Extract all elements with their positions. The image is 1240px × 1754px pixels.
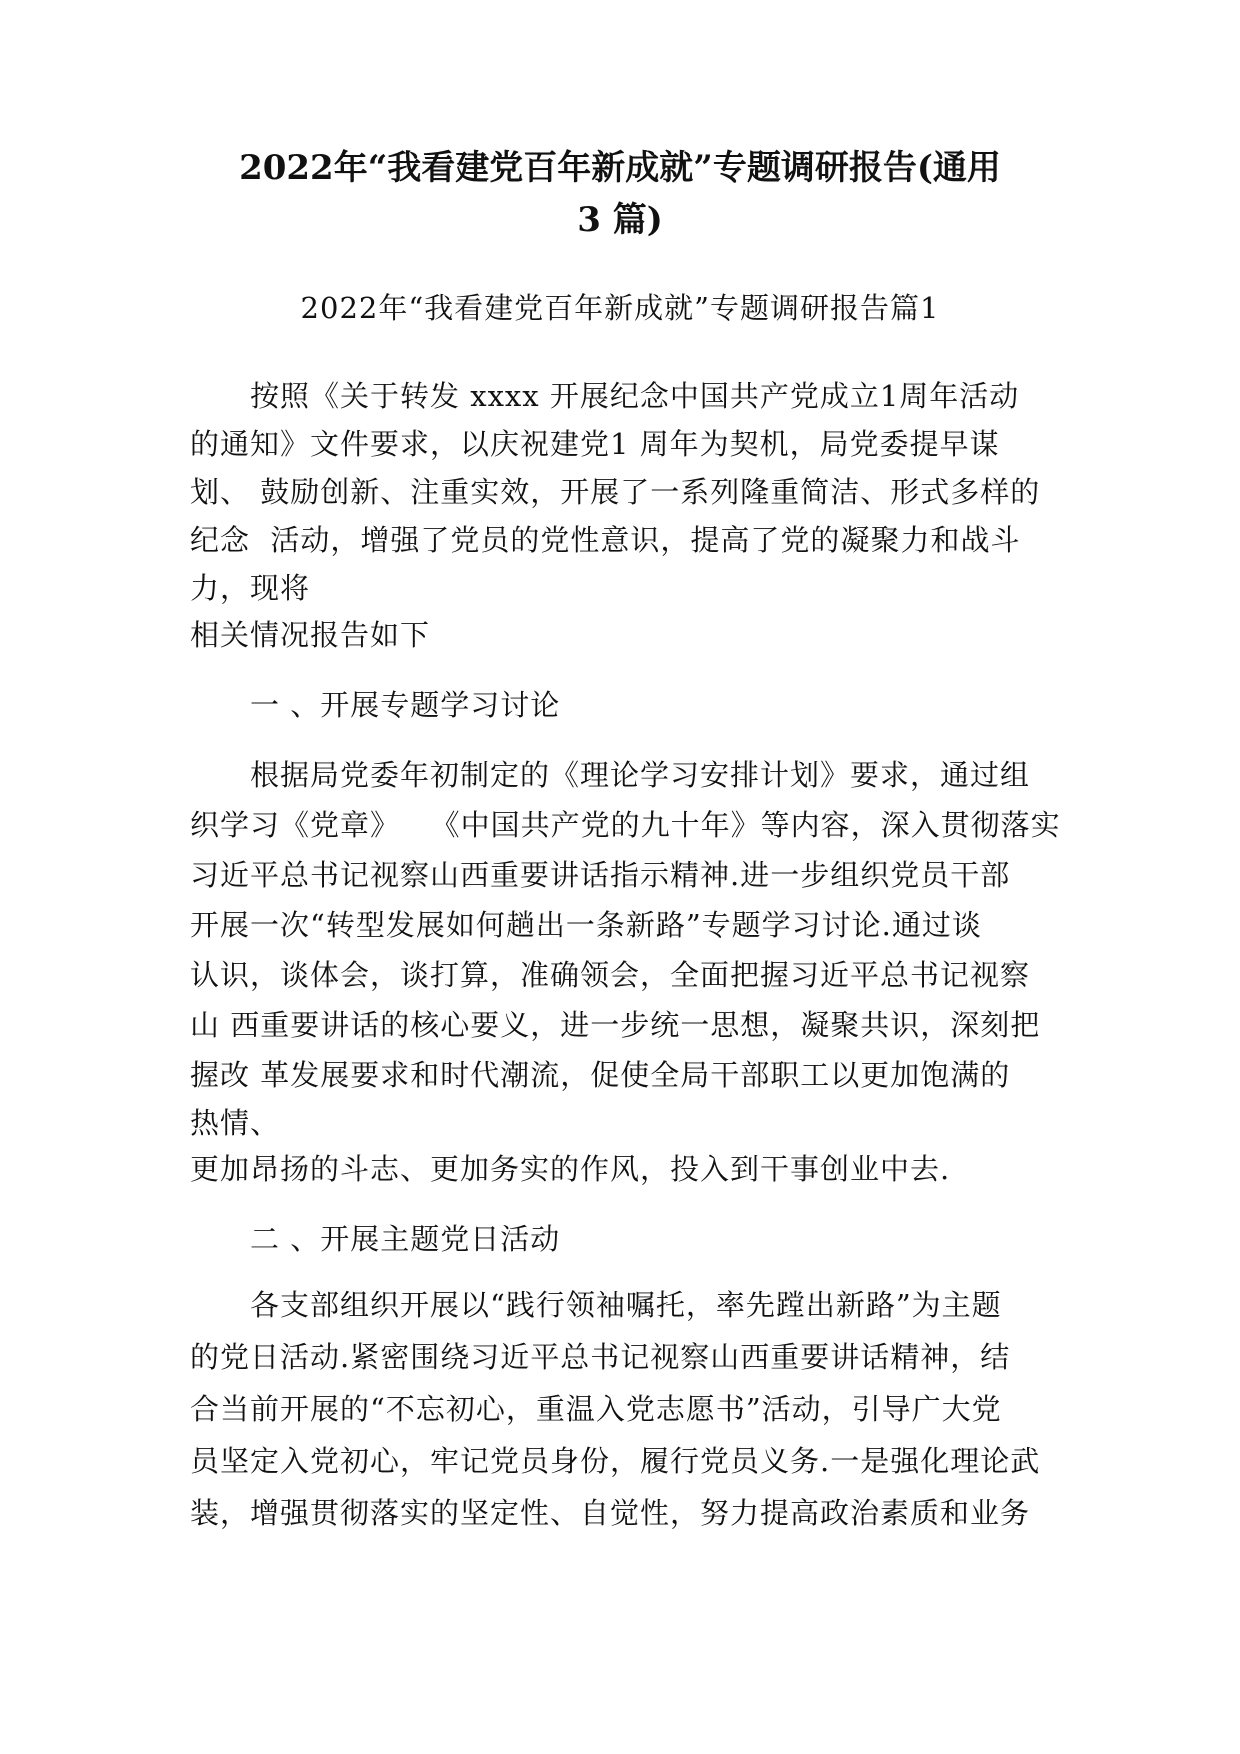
document-title-line-1: 2022年“我看建党百年新成就”专题调研报告(通用 [239,148,1001,188]
paragraph-line: 更加昂扬的斗志、更加务实的作风，投入到干事创业中去. [190,1152,951,1186]
paragraph-line: 热情、 [190,1106,281,1140]
paragraph-line: 握改 革发展要求和时代潮流，促使全局干部职工以更加饱满的 [190,1058,1011,1092]
paragraph-line: 按照《关于转发 xxxx 开展纪念中国共产党成立1周年活动 [250,379,1020,413]
paragraph-line: 划、 鼓励创新、注重实效，开展了一系列隆重简洁、形式多样的 [190,475,1041,509]
paragraph-line: 相关情况报告如下 [190,618,431,652]
section-heading-2: 二 、开展主题党日活动 [250,1222,561,1256]
paragraph-line: 力，现将 [190,571,311,605]
paragraph-line: 合当前开展的“不忘初心，重温入党志愿书”活动，引导广大党 [190,1392,1002,1426]
paragraph-line: 的通知》文件要求，以庆祝建党1 周年为契机，局党委提早谋 [190,427,1000,461]
paragraph-line: 习近平总书记视察山西重要讲话指示精神.进一步组织党员干部 [190,858,1011,892]
paragraph-line: 开展一次“转型发展如何趟出一条新路”专题学习讨论.通过谈 [190,908,982,942]
paragraph-line: 山 西重要讲话的核心要义，进一步统一思想，凝聚共识，深刻把 [190,1008,1041,1042]
paragraph-line: 认识，谈体会，谈打算，准确领会，全面把握习近平总书记视察 [190,958,1031,992]
paragraph-line: 装，增强贯彻落实的坚定性、自觉性，努力提高政治素质和业务 [190,1496,1031,1530]
paragraph-line: 纪念 活动，增强了党员的党性意识，提高了党的凝聚力和战斗 [190,523,1021,557]
paragraph-line: 根据局党委年初制定的《理论学习安排计划》要求，通过组 [250,758,1031,792]
paragraph-line: 的党日活动.紧密围绕习近平总书记视察山西重要讲话精神，结 [190,1340,1011,1374]
section-heading-1: 一 、开展专题学习讨论 [250,688,561,722]
paragraph-line: 织学习《党章》 《中国共产党的九十年》等内容，深入贯彻落实 [190,808,1061,842]
section-subtitle: 2022年“我看建党百年新成就”专题调研报告篇1 [300,291,940,325]
document-title-line-2: 3 篇) [577,200,663,240]
paragraph-line: 员坚定入党初心，牢记党员身份，履行党员义务.一是强化理论武 [190,1444,1041,1478]
paragraph-line: 各支部组织开展以“践行领袖嘱托，率先蹚出新路”为主题 [250,1288,1002,1322]
